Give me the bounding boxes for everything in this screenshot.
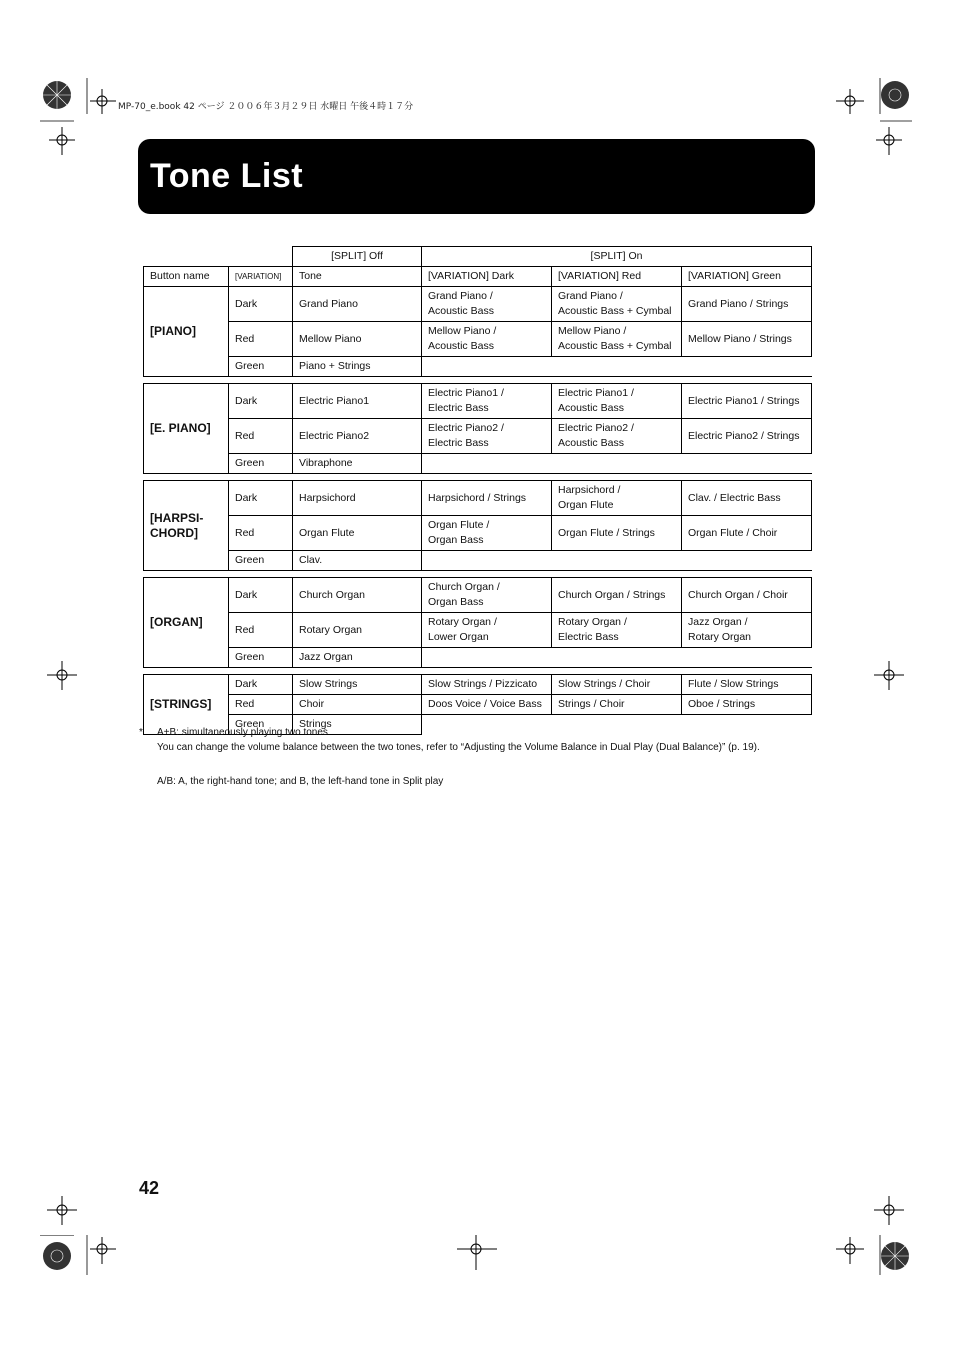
split-red-cell: Rotary Organ / Electric Bass	[552, 613, 682, 648]
split-green-cell: Grand Piano / Strings	[682, 287, 812, 322]
group-gap	[144, 571, 812, 578]
split-green-cell: Organ Flute / Choir	[682, 516, 812, 551]
split-red-cell: Electric Piano1 / Acoustic Bass	[552, 384, 682, 419]
crosshair-icon	[88, 88, 122, 122]
crosshair-icon	[455, 1234, 499, 1274]
table-row	[144, 481, 812, 516]
split-dark-cell: Harpsichord / Strings	[422, 481, 552, 516]
tone-cell: Jazz Organ	[293, 648, 422, 668]
file-info-header: MP-70_e.book 42 ページ ２００６年３月２９日 水曜日 午後４時１７分	[118, 102, 414, 112]
table-row	[144, 578, 812, 613]
table-row	[144, 675, 812, 695]
blank-header-cell	[144, 247, 293, 267]
footnote-line-3: A/B: A, the right-hand tone; and B, the left-hand tone in Split play	[157, 776, 444, 787]
variation-cell: Dark	[229, 384, 293, 419]
variation-cell: Green	[229, 648, 293, 668]
table-row	[144, 454, 812, 474]
tone-cell: Organ Flute	[293, 516, 422, 551]
tone-cell: Clav.	[293, 551, 422, 571]
table-row	[144, 287, 812, 322]
variation-cell: Red	[229, 419, 293, 454]
variation-cell: Red	[229, 322, 293, 357]
variation-cell: Red	[229, 695, 293, 715]
split-dark-cell: Church Organ / Organ Bass	[422, 578, 552, 613]
variation-cell: Dark	[229, 481, 293, 516]
button-name-cell: [PIANO]	[144, 287, 229, 377]
split-green-cell: Flute / Slow Strings	[682, 675, 812, 695]
table-row	[144, 613, 812, 648]
table-row	[144, 695, 812, 715]
split-green-cell: Church Organ / Choir	[682, 578, 812, 613]
tone-cell: Harpsichord	[293, 481, 422, 516]
tone-cell: Slow Strings	[293, 675, 422, 695]
group-gap-cell	[144, 668, 812, 675]
footnote-marker: *	[139, 727, 143, 738]
page-title: Tone List	[150, 157, 304, 195]
split-red-cell: Slow Strings / Choir	[552, 675, 682, 695]
table-row	[144, 384, 812, 419]
crosshair-icon	[88, 1234, 122, 1268]
tone-cell: Electric Piano2	[293, 419, 422, 454]
button-name-cell: [E. PIANO]	[144, 384, 229, 474]
page-number: 42	[139, 1178, 160, 1198]
button-name-header: Button name	[144, 267, 229, 287]
footnote-line-1: A+B: simultaneously playing two tones	[157, 727, 328, 738]
variation-cell: Green	[229, 357, 293, 377]
variation-cell: Red	[229, 613, 293, 648]
variation-dark-header: [VARIATION] Dark	[422, 267, 552, 287]
tone-cell: Rotary Organ	[293, 613, 422, 648]
split-on-header: [SPLIT] On	[422, 247, 812, 267]
footnote-line-2: You can change the volume balance between the two tones, refer to “Adjusting the Volume Balance in Dual Play (Dual Balance)” (p. 19).	[157, 742, 760, 753]
split-red-cell: Strings / Choir	[552, 695, 682, 715]
tone-cell: Church Organ	[293, 578, 422, 613]
split-dark-cell: Rotary Organ / Lower Organ	[422, 613, 552, 648]
empty-split-cell	[422, 551, 812, 571]
group-gap	[144, 668, 812, 675]
split-red-cell: Church Organ / Strings	[552, 578, 682, 613]
split-green-cell: Jazz Organ / Rotary Organ	[682, 613, 812, 648]
table-row	[144, 419, 812, 454]
variation-red-header: [VARIATION] Red	[552, 267, 682, 287]
variation-cell: Red	[229, 516, 293, 551]
split-red-cell: Grand Piano / Acoustic Bass + Cymbal	[552, 287, 682, 322]
crosshair-icon	[45, 1195, 79, 1229]
crosshair-icon	[834, 1234, 868, 1268]
empty-split-cell	[422, 357, 812, 377]
variation-cell: Green	[229, 551, 293, 571]
tone-cell: Vibraphone	[293, 454, 422, 474]
table-row	[144, 551, 812, 571]
empty-split-cell	[422, 454, 812, 474]
split-off-header: [SPLIT] Off	[293, 247, 422, 267]
split-dark-cell: Doos Voice / Voice Bass	[422, 695, 552, 715]
crosshair-icon	[872, 660, 906, 694]
table-row	[144, 516, 812, 551]
split-dark-cell: Organ Flute / Organ Bass	[422, 516, 552, 551]
variation-green-header: [VARIATION] Green	[682, 267, 812, 287]
group-gap-cell	[144, 474, 812, 481]
variation-cell: Dark	[229, 675, 293, 695]
title-banner	[138, 139, 815, 214]
split-green-cell: Electric Piano2 / Strings	[682, 419, 812, 454]
split-green-cell: Oboe / Strings	[682, 695, 812, 715]
empty-split-cell	[422, 715, 812, 735]
split-dark-cell: Electric Piano2 / Electric Bass	[422, 419, 552, 454]
empty-split-cell	[422, 648, 812, 668]
group-gap	[144, 377, 812, 384]
button-name-cell: [ORGAN]	[144, 578, 229, 668]
variation-cell: Dark	[229, 287, 293, 322]
button-name-cell: [HARPSI- CHORD]	[144, 481, 229, 571]
tone-list-table	[143, 246, 812, 735]
tone-cell: Mellow Piano	[293, 322, 422, 357]
split-dark-cell: Grand Piano / Acoustic Bass	[422, 287, 552, 322]
tone-cell: Piano + Strings	[293, 357, 422, 377]
tone-cell: Choir	[293, 695, 422, 715]
split-dark-cell: Electric Piano1 / Electric Bass	[422, 384, 552, 419]
crosshair-icon	[834, 88, 868, 122]
tone-cell: Strings	[293, 715, 422, 735]
split-green-cell: Clav. / Electric Bass	[682, 481, 812, 516]
tone-header: Tone	[293, 267, 422, 287]
split-green-cell: Mellow Piano / Strings	[682, 322, 812, 357]
registration-target-icon	[866, 1235, 930, 1279]
split-red-cell: Harpsichord / Organ Flute	[552, 481, 682, 516]
variation-cell: Green	[229, 454, 293, 474]
group-gap	[144, 474, 812, 481]
crosshair-icon	[872, 125, 906, 159]
crosshair-icon	[45, 125, 79, 159]
crosshair-icon	[45, 660, 79, 694]
tone-cell: Grand Piano	[293, 287, 422, 322]
split-red-cell: Organ Flute / Strings	[552, 516, 682, 551]
table-row	[144, 357, 812, 377]
split-dark-cell: Mellow Piano / Acoustic Bass	[422, 322, 552, 357]
split-dark-cell: Slow Strings / Pizzicato	[422, 675, 552, 695]
variation-cell: Dark	[229, 578, 293, 613]
variation-cell: Green	[229, 715, 293, 735]
variation-header: [VARIATION]	[229, 267, 293, 287]
split-green-cell: Electric Piano1 / Strings	[682, 384, 812, 419]
table-row	[144, 648, 812, 668]
button-name-cell: [STRINGS]	[144, 675, 229, 735]
tone-cell: Electric Piano1	[293, 384, 422, 419]
split-red-cell: Electric Piano2 / Acoustic Bass	[552, 419, 682, 454]
table-row	[144, 322, 812, 357]
group-gap-cell	[144, 571, 812, 578]
crosshair-icon	[872, 1195, 906, 1229]
group-gap-cell	[144, 377, 812, 384]
split-red-cell: Mellow Piano / Acoustic Bass + Cymbal	[552, 322, 682, 357]
